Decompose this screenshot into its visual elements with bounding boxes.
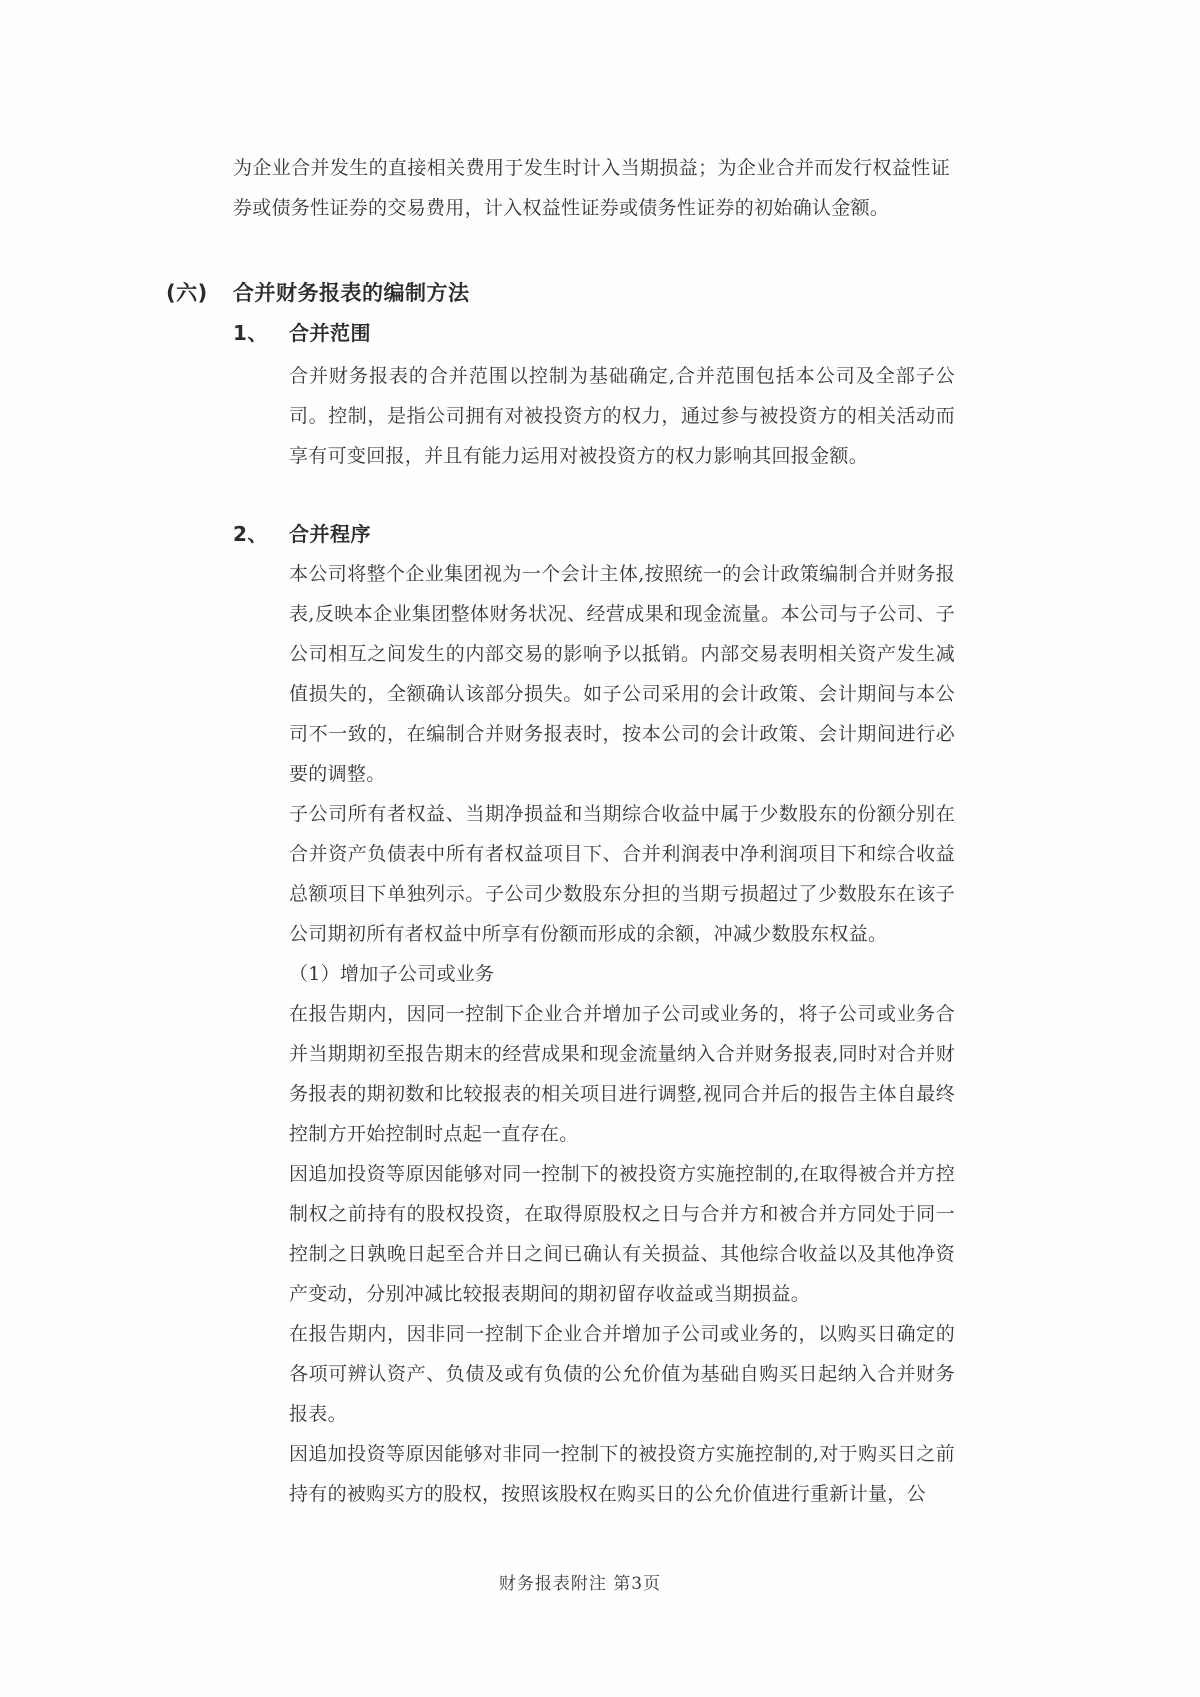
subsection-heading-2: [233, 514, 1200, 554]
paragraph: 因追加投资等原因能够对非同一控制下的被投资方实施控制的,对于购买日之前持有的被购买方的股权，按照该股权在购买日的公允价值进行重新计量，公: [289, 1443, 955, 1505]
subsection-1-body: [289, 356, 955, 476]
paragraph: 在报告期内，因非同一控制下企业合并增加子公司或业务的，以购买日确定的各项可辨认资产、负债及或有负债的公允价值为基础自购买日起纳入合并财务报表。: [289, 1323, 955, 1425]
paragraph: 本公司将整个企业集团视为一个会计主体,按照统一的会计政策编制合并财务报表,反映本企业集团整体财务状况、经营成果和现金流量。本公司与子公司、子公司相互之间发生的内部交易的影响予以抵销。内部交易表明相关资产发生减值损失的，全额确认该部分损失。如子公司采用的会计政策、会计期间与本公司不一致的，在编制合并财务报表时，按本公司的会计政策、会计期间进行必要的调整。: [289, 563, 955, 785]
page-footer: 财务报表附注 第3页: [498, 1574, 662, 1594]
section-label: (六): [166, 281, 208, 305]
continuation-paragraph: 为企业合并发生的直接相关费用于发生时计入当期损益；为企业合并而发行权益性证券或债务性证券的交易费用，计入权益性证券或债务性证券的初始确认金额。: [233, 157, 950, 219]
subsection-2-title: 合并程序: [289, 522, 371, 546]
section-heading: [166, 273, 1200, 313]
paragraph: 因追加投资等原因能够对同一控制下的被投资方实施控制的,在取得被合并方控制权之前持有的股权投资，在取得原股权之日与合并方和被合并方同处于同一控制之日孰晚日起至合并日之间已确认有关损益、其他综合收益以及其他净资产变动，分别冲减比较报表期间的期初留存收益或当期损益。: [289, 1163, 955, 1305]
paragraph: 子公司所有者权益、当期净损益和当期综合收益中属于少数股东的份额分别在合并资产负债表中所有者权益项目下、合并利润表中净利润项目下和综合收益总额项目下单独列示。子公司少数股东分担的当期亏损超过了少数股东在该子公司期初所有者权益中所享有份额而形成的余额，冲减少数股东权益。: [289, 803, 955, 945]
subsection-1-label: 1、: [233, 321, 268, 345]
section-title: 合并财务报表的编制方法: [233, 281, 470, 305]
subsection-heading-1: [233, 313, 1200, 353]
paragraph: 合并财务报表的合并范围以控制为基础确定,合并范围包括本公司及全部子公司。控制，是指公司拥有对被投资方的权力，通过参与被投资方的相关活动而享有可变回报，并且有能力运用对被投资方的权力影响其回报金额。: [289, 365, 955, 467]
paragraph: 在报告期内，因同一控制下企业合并增加子公司或业务的，将子公司或业务合并当期期初至报告期末的经营成果和现金流量纳入合并财务报表,同时对合并财务报表的期初数和比较报表的相关项目进行调整,视同合并后的报告主体自最终控制方开始控制时点起一直存在。: [289, 1003, 955, 1145]
subsection-1-title: 合并范围: [289, 321, 371, 345]
subsection-2-body: [289, 554, 955, 1514]
list-item-heading: （1）增加子公司或业务: [289, 963, 495, 985]
subsection-2-label: 2、: [233, 522, 268, 546]
